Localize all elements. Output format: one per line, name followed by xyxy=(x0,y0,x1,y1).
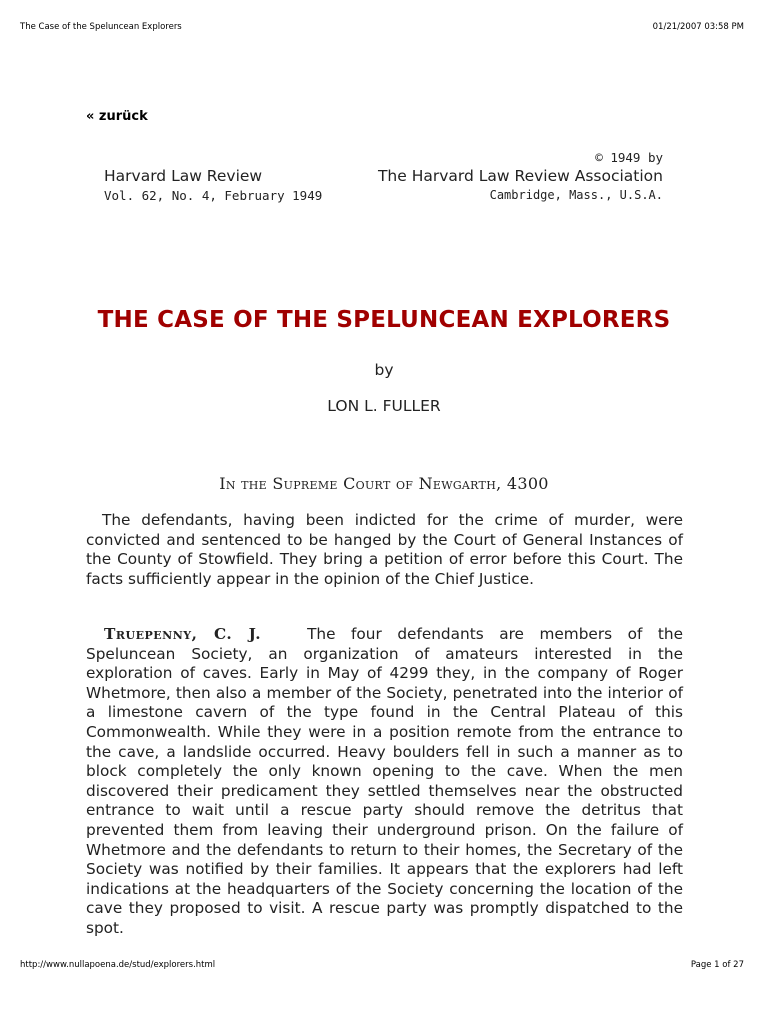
paragraph-opinion-text: The four defendants are members of the Speluncean Society, an organization of amateurs interested in the exploration of caves. Early in May of 4299 they, in the company of Roger Whetmore, then also a member of the Society, penetrated into the interior of a limestone cavern of the type found in the Central Plateau of this Commonwealth. While they were in a position remote from the entrance to the cave, a landslide occurred. Heavy boulders fell in such a manner as to block completely the only known opening to the cave. When the men discovered their predicament they settled themselves near the obstructed entrance to wait until a rescue party should remove the detritus that prevented them from leaving their underground prison. On the failure of Whetmore and the defendants to return to their homes, the Secretary of the Society was notified by their families. It appears that the explorers had left indications at the headquarters of the Society concerning the location of the cave they proposed to visit. A rescue party was promptly dispatched to the spot. xyxy=(86,625,684,937)
byline-by: by xyxy=(374,361,394,379)
journal-name: Harvard Law Review xyxy=(104,167,263,185)
judge-name: Truepenny, C. J. xyxy=(104,625,262,643)
paragraph-opinion xyxy=(86,625,683,939)
back-link[interactable]: « zurück xyxy=(86,109,148,124)
copyright-info xyxy=(378,150,663,202)
print-header-datetime: 01/21/2007 03:58 PM xyxy=(652,22,744,32)
print-footer-page: Page 1 of 27 xyxy=(690,960,744,970)
author-name: LON L. FULLER xyxy=(327,397,441,415)
paragraph-intro-text: The defendants, having been indicted for the crime of murder, were convicted and sentenced to be hanged by the Court of General Instances of the County of Stowfield. They bring a petition of error before this Court. The facts sufficiently appear in the opinion of the Chief Justice. xyxy=(86,511,683,588)
publication-location: Cambridge, Mass., U.S.A. xyxy=(489,188,663,202)
print-footer-url: http://www.nullapoena.de/stud/explorers.html xyxy=(20,960,216,970)
court-heading: In the Supreme Court of Newgarth, 4300 xyxy=(219,474,549,493)
copyright-line: © 1949 by xyxy=(595,150,663,165)
page-title: THE CASE OF THE SPELUNCEAN EXPLORERS xyxy=(97,307,671,333)
print-footer xyxy=(20,960,744,970)
association-name: The Harvard Law Review Association xyxy=(377,167,663,185)
print-header xyxy=(20,22,744,32)
volume-info: Vol. 62, No. 4, February 1949 xyxy=(104,188,323,203)
publication-info xyxy=(104,166,322,203)
print-header-title: The Case of the Speluncean Explorers xyxy=(20,22,182,32)
paragraph-intro xyxy=(86,511,683,589)
